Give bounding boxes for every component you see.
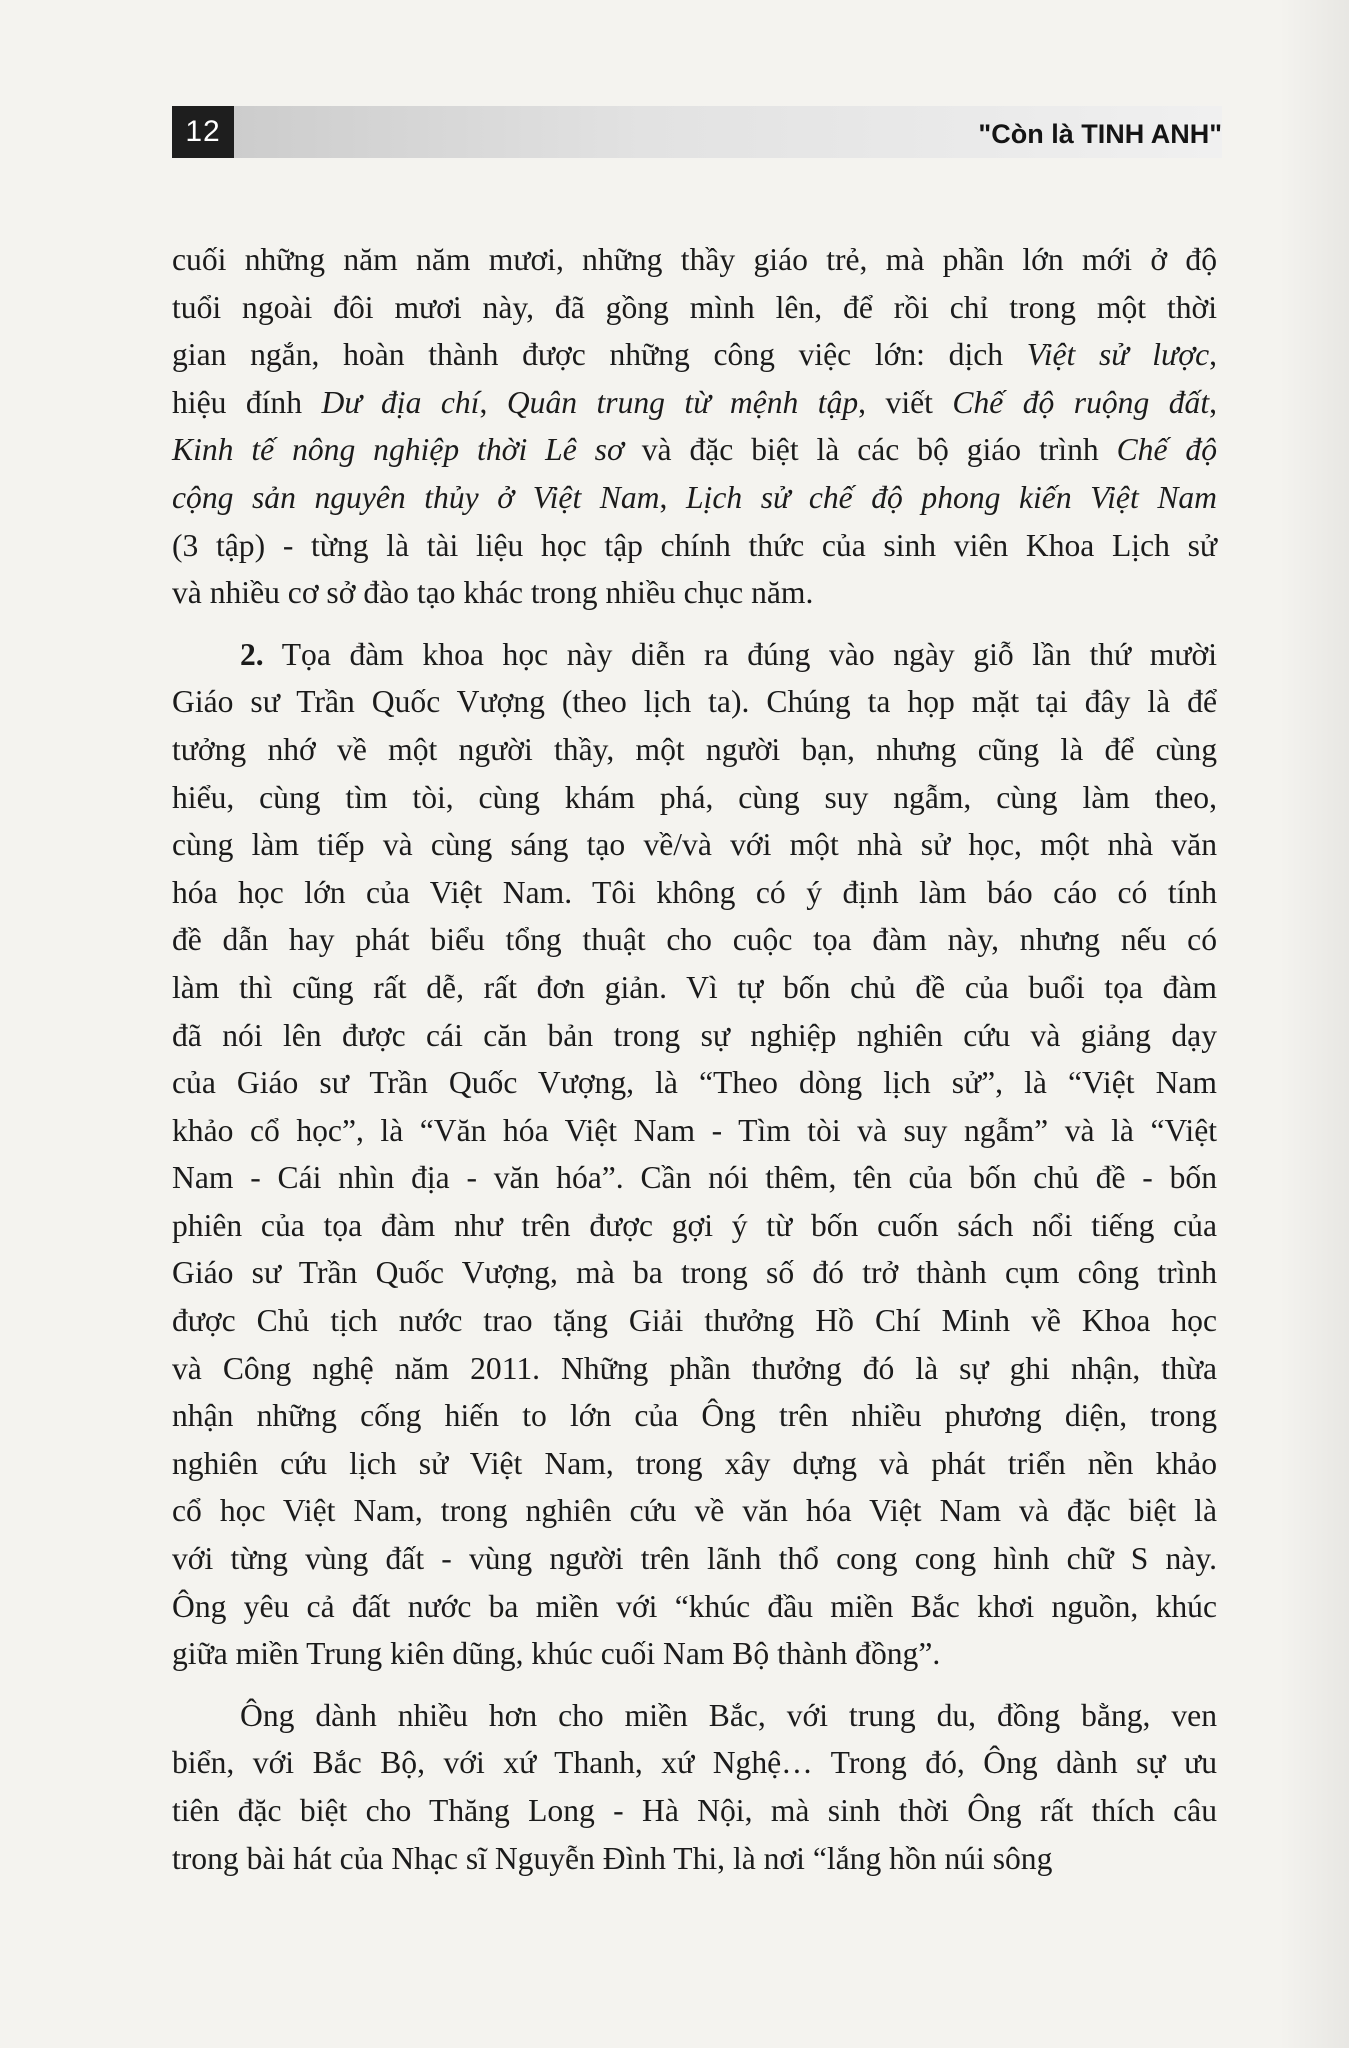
text-run: tưởng nhớ về một người thầy, một người bạn, nhưng cũng là để cùng bbox=[172, 731, 1217, 767]
body-text bbox=[172, 236, 1217, 1896]
text-run: cùng làm tiếp và cùng sáng tạo về/và với một nhà sử học, một nhà văn bbox=[172, 827, 1217, 863]
text-line bbox=[172, 1202, 1217, 1250]
text-line bbox=[172, 1835, 1217, 1883]
text-line bbox=[172, 1787, 1217, 1835]
text-run: Giáo sư Trần Quốc Vượng (theo lịch ta). Chúng ta họp mặt tại đây là để bbox=[172, 684, 1217, 720]
text-run: tiên đặc biệt cho Thăng Long - Hà Nội, mà sinh thời Ông rất thích câu bbox=[172, 1793, 1217, 1828]
text-run: và đặc biệt là các bộ giáo trình bbox=[623, 432, 1117, 468]
text-line bbox=[172, 916, 1217, 964]
text-line bbox=[172, 426, 1217, 474]
text-run: được Chủ tịch nước trao tặng Giải thưởng Hồ Chí Minh về Khoa học bbox=[172, 1303, 1217, 1339]
text-run: hiểu, cùng tìm tòi, cùng khám phá, cùng suy ngẫm, cùng làm theo, bbox=[172, 779, 1217, 815]
page-edge-shadow bbox=[1279, 0, 1349, 2048]
text-line bbox=[172, 474, 1217, 522]
text-line bbox=[172, 774, 1217, 822]
text-line bbox=[172, 631, 1217, 679]
text-run: trong bài hát của Nhạc sĩ Nguyễn Đình Thi, là nơi “lắng hồn núi sông bbox=[172, 1840, 1053, 1876]
text-line bbox=[172, 1297, 1217, 1345]
text-run: với từng vùng đất - vùng người trên lãnh thổ cong cong hình chữ S này. bbox=[172, 1541, 1217, 1577]
text-line bbox=[172, 236, 1217, 284]
text-run: nghiên cứu lịch sử Việt Nam, trong xây dựng và phát triển nền khảo bbox=[172, 1445, 1217, 1481]
text-run: làm thì cũng rất dễ, rất đơn giản. Vì tự bốn chủ đề của buổi tọa đàm bbox=[172, 969, 1217, 1005]
text-run: đã nói lên được cái căn bản trong sự nghiệp nghiên cứu và giảng dạy bbox=[172, 1017, 1217, 1053]
text-run: Giáo sư Trần Quốc Vượng, mà ba trong số đó trở thành cụm công trình bbox=[172, 1255, 1217, 1291]
text-run: , viết bbox=[858, 384, 953, 420]
text-run: (3 tập) - từng là tài liệu học tập chính thức của sinh viên Khoa Lịch sử bbox=[172, 527, 1217, 563]
text-run: , bbox=[1209, 384, 1218, 420]
text-line bbox=[172, 1583, 1217, 1631]
text-run: tuổi ngoài đôi mươi này, đã gồng mình lên, để rồi chỉ trong một thời bbox=[172, 289, 1217, 325]
text-line bbox=[172, 1487, 1217, 1535]
italic-title: Việt sử lược bbox=[1026, 337, 1210, 373]
text-run: khảo cổ học”, là “Văn hóa Việt Nam - Tìm tòi và suy ngẫm” và là “Việt bbox=[172, 1112, 1217, 1148]
text-line bbox=[172, 1392, 1217, 1440]
text-line bbox=[172, 678, 1217, 726]
paragraph-2 bbox=[172, 631, 1217, 1678]
text-run: biển, với Bắc Bộ, với xứ Thanh, xứ Nghệ… Trong đó, Ông dành sự ưu bbox=[172, 1745, 1217, 1781]
text-run: Nam - Cái nhìn địa - văn hóa”. Cần nói thêm, tên của bốn chủ đề - bốn bbox=[172, 1160, 1217, 1196]
text-line bbox=[172, 1345, 1217, 1393]
text-run: , bbox=[479, 384, 507, 420]
text-line bbox=[172, 869, 1217, 917]
text-run: và Công nghệ năm 2011. Những phần thưởng đó là sự ghi nhận, thừa bbox=[172, 1350, 1217, 1386]
text-run: , bbox=[1209, 337, 1218, 373]
text-run: và nhiều cơ sở đào tạo khác trong nhiều chục năm. bbox=[172, 575, 814, 611]
text-run: hóa học lớn của Việt Nam. Tôi không có ý định làm báo cáo có tính bbox=[172, 874, 1217, 910]
text-run: nhận những cống hiến to lớn của Ông trên nhiều phương diện, trong bbox=[172, 1398, 1217, 1434]
text-line bbox=[172, 1739, 1217, 1787]
text-run: Ông yêu cả đất nước ba miền với “khúc đầu miền Bắc khơi nguồn, khúc bbox=[172, 1588, 1217, 1624]
text-line bbox=[172, 1440, 1217, 1488]
text-line bbox=[172, 1154, 1217, 1202]
text-line bbox=[172, 284, 1217, 332]
text-run: Ông dành nhiều hơn cho miền Bắc, với trung du, đồng bằng, ven bbox=[240, 1697, 1217, 1733]
italic-title: Lịch sử chế độ phong kiến Việt Nam bbox=[685, 479, 1218, 515]
text-line bbox=[172, 1692, 1217, 1740]
italic-title: Chế độ bbox=[1116, 432, 1217, 468]
italic-title: cộng sản nguyên thủy ở Việt Nam bbox=[172, 479, 660, 515]
paragraph-1 bbox=[172, 236, 1217, 617]
paragraph-3 bbox=[172, 1692, 1217, 1882]
running-title: "Còn là TINH ANH" bbox=[978, 119, 1222, 149]
text-line bbox=[172, 1012, 1217, 1060]
italic-title: Kinh tế nông nghiệp thời Lê sơ bbox=[172, 432, 624, 468]
text-run: gian ngắn, hoàn thành được những công việc lớn: dịch bbox=[172, 337, 1027, 373]
text-line bbox=[172, 1535, 1217, 1583]
text-run: phiên của tọa đàm như trên được gợi ý từ bốn cuốn sách nổi tiếng của bbox=[172, 1207, 1217, 1243]
text-run: giữa miền Trung kiên dũng, khúc cuối Nam Bộ thành đồng”. bbox=[172, 1636, 941, 1672]
italic-title: Chế độ ruộng đất bbox=[952, 384, 1210, 420]
page-number: 12 bbox=[172, 106, 234, 158]
text-run: hiệu đính bbox=[172, 384, 322, 420]
text-run: của Giáo sư Trần Quốc Vượng, là “Theo dòng lịch sử”, là “Việt Nam bbox=[172, 1065, 1217, 1101]
text-line bbox=[172, 1107, 1217, 1155]
text-line bbox=[172, 569, 1217, 617]
text-line bbox=[172, 379, 1217, 427]
text-line bbox=[172, 522, 1217, 570]
text-run: đề dẫn hay phát biểu tổng thuật cho cuộc tọa đàm này, nhưng nếu có bbox=[172, 922, 1217, 958]
text-run: Tọa đàm khoa học này diễn ra đúng vào ngày giỗ lần thứ mười bbox=[263, 636, 1217, 672]
text-line bbox=[172, 331, 1217, 379]
text-run: cuối những năm năm mươi, những thầy giáo trẻ, mà phần lớn mới ở độ bbox=[172, 242, 1217, 277]
text-run: , bbox=[659, 479, 686, 515]
text-line bbox=[172, 1630, 1217, 1678]
text-line bbox=[172, 1249, 1217, 1297]
paragraph-number: 2. bbox=[240, 636, 264, 672]
italic-title: Quân trung từ mệnh tập bbox=[506, 384, 859, 420]
text-line bbox=[172, 1059, 1217, 1107]
text-run: cổ học Việt Nam, trong nghiên cứu về văn hóa Việt Nam và đặc biệt là bbox=[172, 1493, 1217, 1529]
text-line bbox=[172, 726, 1217, 774]
italic-title: Dư địa chí bbox=[321, 384, 480, 420]
text-line bbox=[172, 821, 1217, 869]
text-line bbox=[172, 964, 1217, 1012]
